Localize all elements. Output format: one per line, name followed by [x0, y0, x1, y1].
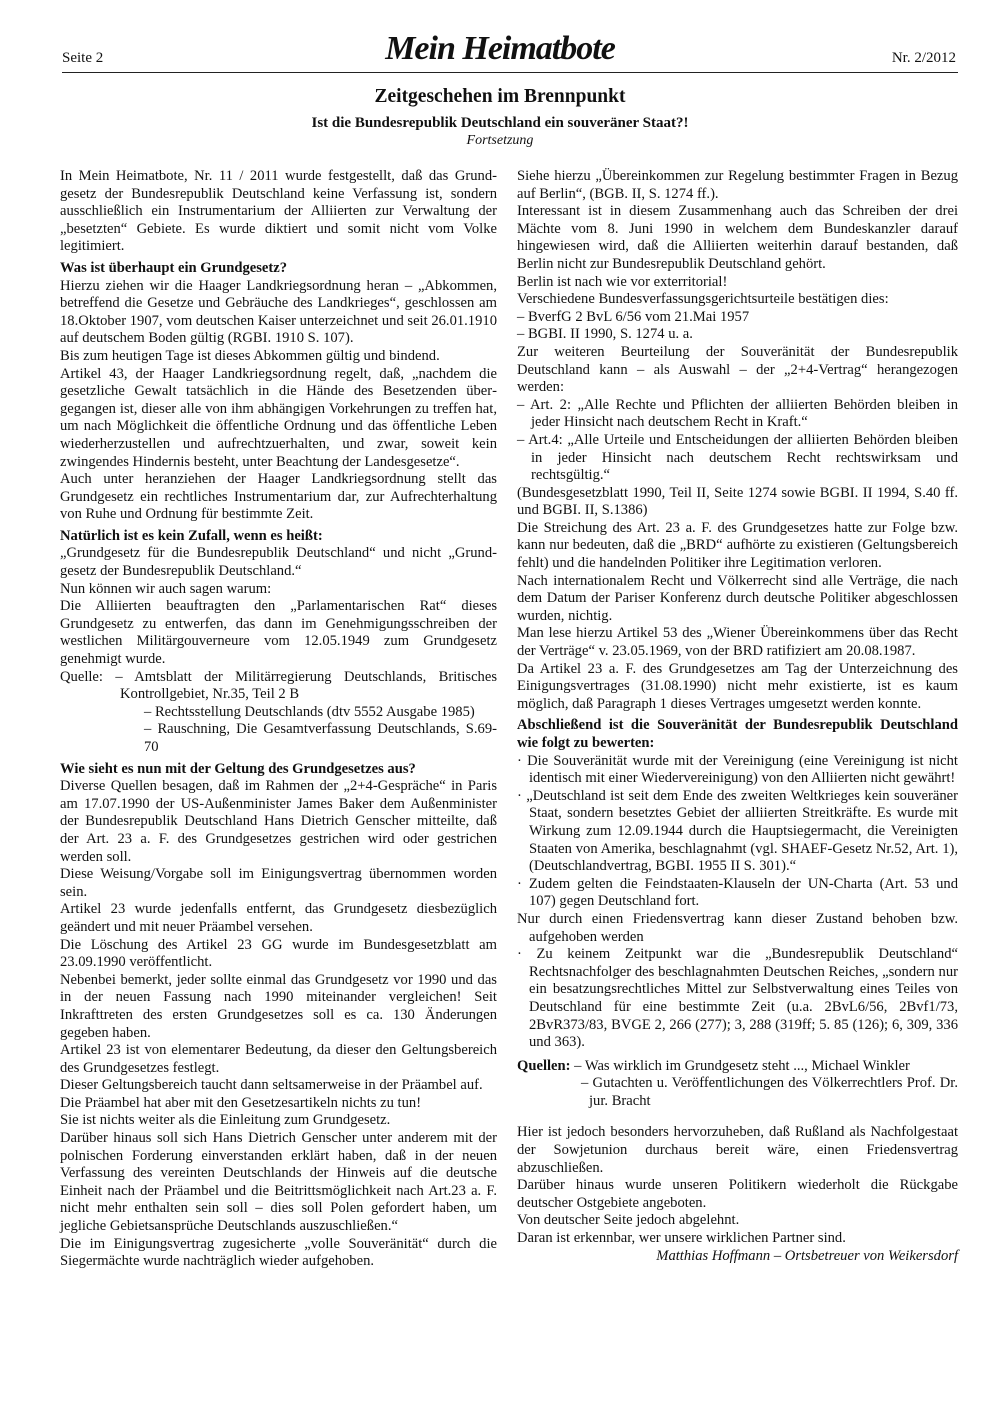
- paragraph: Diverse Quellen besagen, daß im Rahmen der „2+4-Gespräche“ in Paris am 17.07.1990 der US-Außenminister James Baker dem Außenminister der Bundesrepublik Deutschland Hans Dietrich Genscher mitteilte, daß der Art. 23 a. F. des Grundgesetzes gestrichen wird oder gestrichen werden soll.: [60, 778, 497, 865]
- paragraph: (Bundesgesetzblatt 1990, Teil II, Seite 1274 sowie BGBI. II 1994, S.40 ff. und BGBI. II, S.1386): [517, 484, 958, 519]
- bullet-item: · Zudem gelten die Feindstaaten-Klauseln der UN-Charta (Art. 53 und 107) gegen Deutschland fort.: [517, 875, 958, 910]
- newspaper-logo: Mein Heimatbote: [385, 30, 615, 67]
- paragraph: „Grundgesetz für die Bundesrepublik Deutschland“ und nicht „Grundgesetz der Bundesrepublik Deutschland.“: [60, 545, 497, 580]
- list-item: – Art.4: „Alle Urteile und Entscheidungen der alliierten Behörden bleiben in jeder Hinsicht nach deutschem Recht rechtswirksam und rechtsgültig.“: [517, 431, 958, 484]
- paragraph: Auch unter heranziehen der Haager Landkriegsordnung stellt das Grundgesetz ein rechtliches Instrumentarium dar, zur Aufrechterhaltung von Ruhe und Ordnung für bestimmte Zeit.: [60, 471, 497, 523]
- source-entry: – Gutachten u. Veröffentlichungen des Völkerrechtlers Prof. Dr. jur. Bracht: [581, 1075, 958, 1109]
- left-column: [60, 168, 497, 1271]
- paragraph: Die Löschung des Artikel 23 GG wurde im Bundesgesetzblatt am 23.09.1990 veröffentlicht.: [60, 936, 497, 971]
- section-heading: Natürlich ist es kein Zufall, wenn es heißt:: [60, 527, 323, 544]
- source-entry: – Was wirklich im Grundgesetz steht ..., Michael Winkler: [574, 1057, 910, 1074]
- paragraph: Interessant ist in diesem Zusammenhang auch das Schreiben der drei Mächte vom 8. Juni 1990 in welchem dem Bundeskanzler darauf hingewiesen wird, daß die Alliierten weiterhin darauf bestanden, daß Berlin nicht zur Bundesrepublik Deutschland gehört.: [517, 203, 958, 272]
- author-signature: Matthias Hoffmann – Ortsbetreuer von Weikersdorf: [656, 1247, 958, 1264]
- list-item: – BverfG 2 BvL 6/56 vom 21.Mai 1957: [517, 308, 750, 325]
- source-line: – Rechtsstellung Deutschlands (dtv 5552 Ausgabe 1985): [144, 703, 475, 720]
- paragraph: Hierzu ziehen wir die Haager Landkriegsordnung heran – „Abkommen, betreffend die Gesetze und Gebräuche des Landkrieges“, geschlossen am 18.Oktober 1907, vom deutschen Kaiser unterzeichnet und seit 26.01.1910 auf deutschem Boden gültig (RGBI. 1910 S. 107).: [60, 277, 497, 347]
- list-item: – Art. 2: „Alle Rechte und Pflichten der alliierten Behörden bleiben in jeder Hinsicht nach deutschem Recht in Kraft.“: [517, 396, 958, 431]
- continuation-note: Fortsetzung: [466, 133, 534, 148]
- bullet-item: · Zu keinem Zeitpunkt war die „Bundesrepublik Deutschland“ Rechtsnachfolger des beschlagnahmten Deutschen Reiches, „sondern nur ein besatzungsrechtliches Mittel zur Selbstverwaltung eines Teiles von Deutschland für eine bestimmte Zeit (u.a. 2BvL6/56, 2Bvf1/73, 2BvR373/83, BVGE 2, 266 (277); 3, 288 (319ff; 5. 85 (126); 6, 309, 336 und 363).: [517, 946, 958, 1051]
- paragraph: Siehe hierzu „Übereinkommen zur Regelung bestimmter Fragen in Bezug auf Berlin“, (BGB. II, S. 1274 ff.).: [517, 168, 958, 202]
- paragraph: Von deutscher Seite jedoch abgelehnt.: [517, 1212, 740, 1229]
- paragraph: Artikel 43, der Haager Landkriegsordnung regelt, daß, „nachdem die gesetzliche Gewalt tatsächlich in die Hände des Besetzenden übergegangen ist, dieser alle von ihm abhängigen Vorkehrungen zu treffen hat, um nach Möglichkeit die öffentliche Ordnung und das öffentliche Leben wiederherzustellen und aufrechtzuerhalten, und zwar, soweit kein zwingendes Hindernis besteht, unter Beachtung der Landesgesetze“.: [60, 365, 497, 470]
- paragraph: Hier ist jedoch besonders hervorzuheben, daß Rußland als Nachfolgestaat der Sowjetunion durchaus bereit wäre, einen Friedensvertrag abzuschließen.: [517, 1124, 958, 1176]
- paragraph: Zur weiteren Beurteilung der Souveränität der Bundesrepublik Deutschland kann – als Auswahl – der „2+4-Vertrag“ herangezogen werden:: [517, 343, 958, 396]
- paragraph: Dieser Geltungsbereich taucht dann seltsamerweise in der Präambel auf.: [60, 1077, 483, 1094]
- paragraph: Nebenbei bemerkt, jeder sollte einmal das Grundgesetz vor 1990 und das in der neuen Fassung nach 1990 miteinander vergleichen! Seit Inkrafttreten des ersten Grundgesetzes soll es ca. 130 Änderungen gegeben haben.: [60, 971, 497, 1041]
- paragraph: Sie ist nichts weiter als die Einleitung zum Grundgesetz.: [60, 1112, 391, 1129]
- section-heading: Wie sieht es nun mit der Geltung des Grundgesetzes aus?: [60, 760, 416, 777]
- bullet-item: Nur durch einen Friedensvertrag kann dieser Zustand behoben bzw. aufgehoben werden: [517, 910, 958, 945]
- issue-number: Nr. 2/2012: [891, 50, 956, 66]
- paragraph: Man lese hierzu Artikel 53 des „Wiener Übereinkommens über das Recht der Verträge“ v. 23.05.1969, von der BRD ratifiziert am 20.08.1987.: [517, 625, 958, 660]
- paragraph: Daran ist erkennbar, wer unsere wirklichen Partner sind.: [517, 1230, 846, 1247]
- source-line: – Rauschning, Die Gesamtverfassung Deutschlands, S.69-70: [144, 721, 497, 755]
- paragraph: Berlin ist nach wie vor exterritorial!: [517, 273, 728, 290]
- paragraph: Diese Weisung/Vorgabe soll im Einigungsvertrag übernommen worden sein.: [60, 866, 497, 900]
- right-column: [517, 168, 958, 1265]
- article-subtitle: Ist die Bundesrepublik Deutschland ein souveräner Staat?!: [311, 115, 689, 131]
- page-number: Seite 2: [62, 50, 104, 66]
- header-rule: [62, 72, 958, 73]
- bullet-item: · „Deutschland ist seit dem Ende des zweiten Weltkrieges kein souveräner Staat, sondern besetztes Gebiet der alliierten Streitkräfte. Es wurde mit Wirkung zum 12.09.1944 durch die Hauptsiegermacht, die Vereinigten Staaten von Amerika, beschlagnahmt (vgl. SHAEF-Gesetz Nr.52, Art. 1), (Deutschlandvertrag, BGBI. 1955 II S. 301).“: [517, 787, 958, 875]
- paragraph: Artikel 23 wurde jedenfalls entfernt, das Grundgesetz diesbezüglich geändert und mit neuer Präambel versehen.: [60, 901, 497, 935]
- paragraph: Nach internationalem Recht und Völkerrecht sind alle Verträge, die nach dem Datum der Pariser Konferenz durch deutsche Politiker abgeschlossen wurden, nichtig.: [517, 572, 958, 624]
- paragraph: Die Alliierten beauftragten den „Parlamentarischen Rat“ dieses Grundgesetz zu entwerfen, das dann im Genehmigungsschreiben der westlichen Militärgouverneure vom 12.05.1949 zum Grundgesetz genehmigt wurde.: [60, 598, 497, 668]
- list-item: – BGBI. II 1990, S. 1274 u. a.: [517, 326, 693, 343]
- paragraph: In Mein Heimatbote, Nr. 11 / 2011 wurde festgestellt, daß das Grundgesetz der Bundesrepublik Deutschland keine Verfassung ist, sondern ausschließlich ein Instrumentarium der Alliierten zur Verwaltung der „besetzten“ Gebiete. Es wurde diktiert und somit nicht vom Volke legitimiert.: [60, 168, 497, 255]
- paragraph: Darüber hinaus wurde unseren Politikern wiederholt die Rückgabe deutscher Ostgebiete angeboten.: [517, 1177, 958, 1211]
- paragraph: Die Präambel hat aber mit den Gesetzesartikeln nichts zu tun!: [60, 1094, 422, 1111]
- source-line: Quelle: – Amtsblatt der Militärregierung Deutschlands, Britisches Kontrollgebiet, Nr.35, Teil 2 B: [60, 668, 497, 703]
- sources-block: [517, 1058, 958, 1076]
- sources-label: Quellen:: [517, 1057, 571, 1074]
- paragraph: Die Streichung des Art. 23 a. F. des Grundgesetzes hatte zur Folge bzw. kann nur bedeuten, daß die „BRD“ aufhörte zu existieren (Geltungsbereich fehlt) und die handelnden Politiker ihre Legitimation verloren.: [517, 519, 958, 572]
- bullet-item: · Die Souveränität wurde mit der Vereinigung (eine Vereinigung ist nicht identisch mit einer Wiedervereinigung) von den Alliierten nicht gewährt!: [517, 752, 958, 787]
- paragraph: Nun können wir auch sagen warum:: [60, 580, 272, 597]
- paragraph: Darüber hinaus soll sich Hans Dietrich Genscher unter anderem mit der polnischen Forderung einverstanden erklärt haben, daß in der neuen Verfassung des vereinten Deutschlands der Hinweis auf die deutsche Einheit nach der Präambel und die Beitrittsmöglichkeit nach Art.23 a. F. nicht mehr enthalten sein soll – dies soll Polen gefordert haben, um jegliche Gebietsansprüche Deutschlands auszuschließen.“: [60, 1130, 497, 1235]
- article-title: Zeitgeschehen im Brennpunkt: [374, 86, 626, 107]
- section-heading: Was ist überhaupt ein Grundgesetz?: [60, 259, 288, 276]
- section-heading: Abschließend ist die Souveränität der Bundesrepublik Deutschland wie folgt zu bewerten:: [517, 717, 958, 751]
- paragraph: Artikel 23 ist von elementarer Bedeutung, da dieser den Geltungsbereich des Grundgesetzes festlegt.: [60, 1042, 497, 1076]
- paragraph: Da Artikel 23 a. F. des Grundgesetzes am Tag der Unterzeichnung des Einigungsvertrages (31.08.1990) nicht mehr existierte, ist es kaum möglich, daß Paragraph 1 dieses Vertrages umgesetzt werden konnte.: [517, 660, 958, 712]
- paragraph: Die im Einigungsvertrag zugesicherte „volle Souveränität“ durch die Siegermächte wurde nachträglich wieder aufgehoben.: [60, 1235, 497, 1270]
- paragraph: Verschiedene Bundesverfassungsgerichtsurteile bestätigen dies:: [517, 291, 889, 308]
- paragraph: Bis zum heutigen Tage ist dieses Abkommen gültig und bindend.: [60, 347, 440, 364]
